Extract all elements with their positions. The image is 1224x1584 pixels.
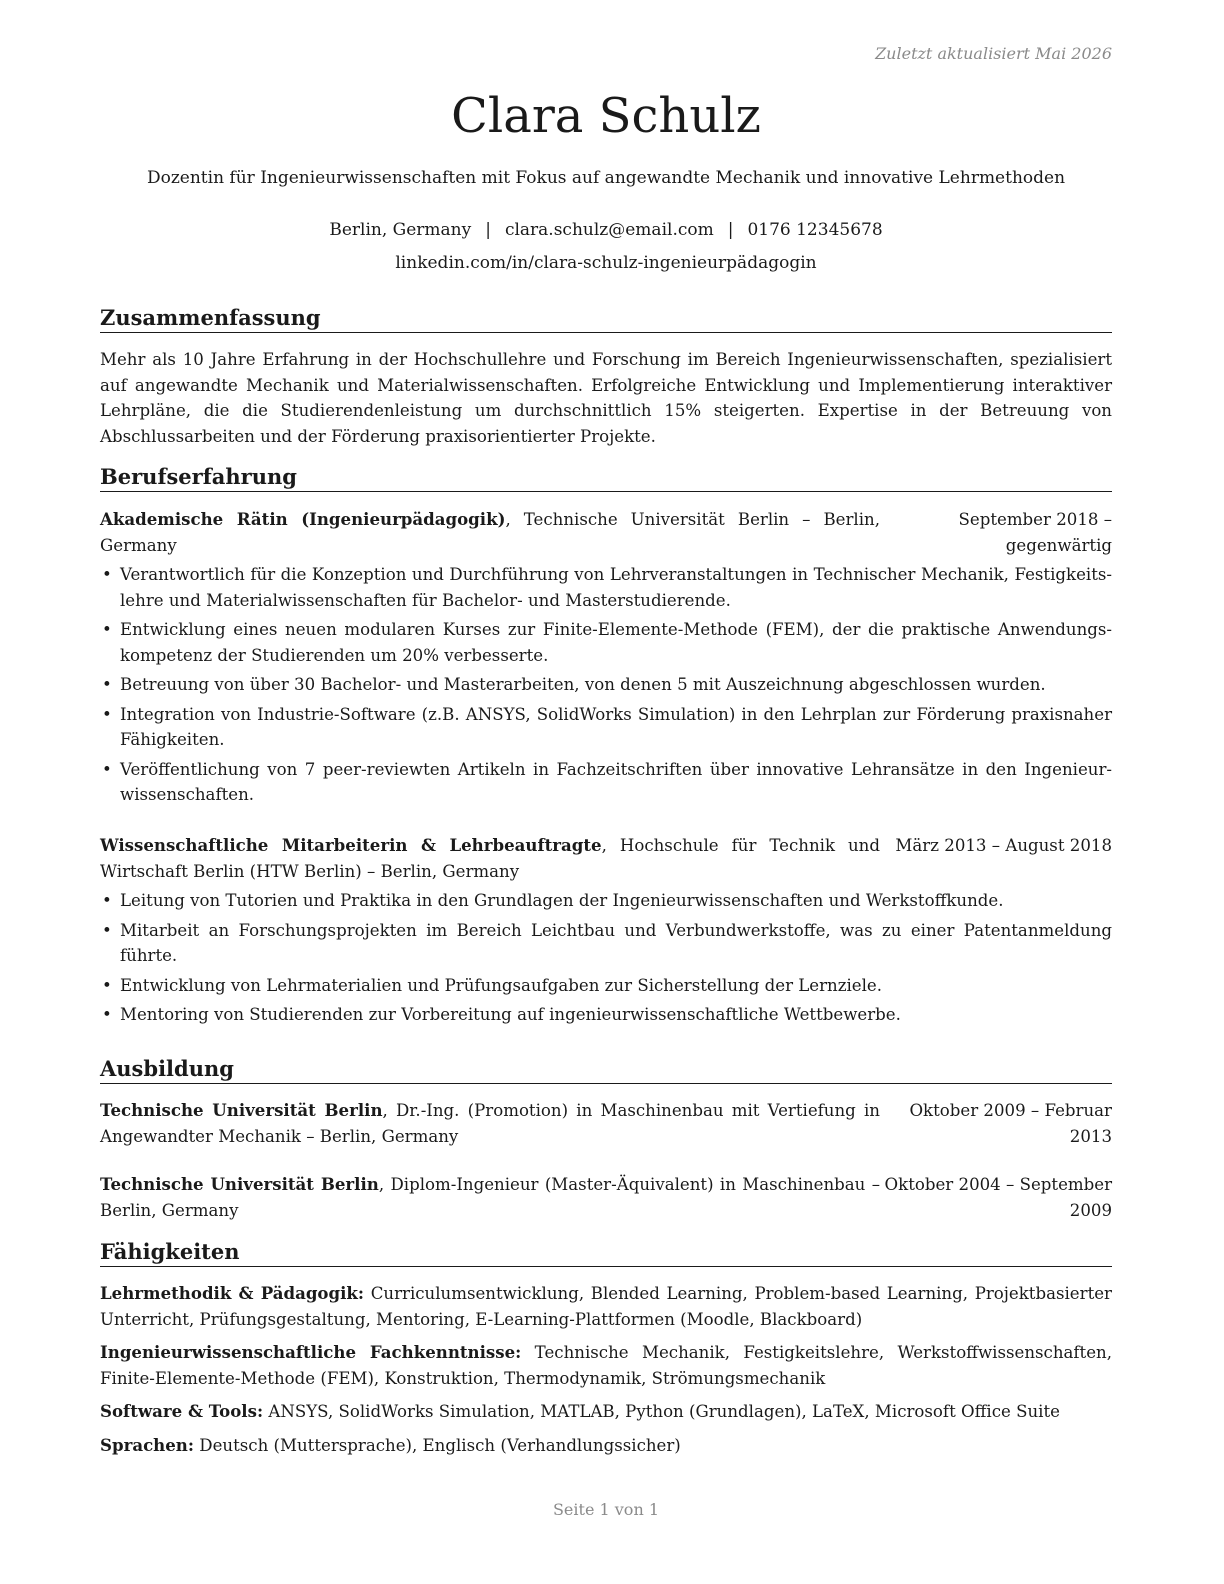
- contact-linkedin[interactable]: linkedin.com/in/clara-schulz-ingenieurpädagogin: [395, 253, 817, 273]
- skill-label: Ingenieurwissenschaftliche Fachkenntnisse:: [100, 1342, 522, 1362]
- list-item-text: Mentoring von Studierenden zur Vorbereitung auf ingenieurwissenschaftliche Wettbewerbe.: [120, 1005, 901, 1024]
- skill-row: [100, 1340, 1112, 1391]
- list-item-text: Entwicklung eines neuen modularen Kurses zur Finite-Elemente-Methode (FEM), der die praktische Anwendungskompetenz der Studierenden um 20% verbesserte.: [120, 620, 1112, 665]
- bullet-icon: •: [102, 675, 112, 694]
- list-item-text: Entwicklung von Lehrmaterialien und Prüfungsaufgaben zur Sicherstellung der Lernziele.: [120, 975, 882, 995]
- skill-row: [100, 1433, 1112, 1459]
- skill-label: Software & Tools:: [100, 1401, 264, 1421]
- contact-separator: |: [727, 220, 734, 240]
- candidate-tagline: Dozentin für Ingenieurwissenschaften mit Fokus auf angewandte Mechanik und innovative Lehrmethoden: [146, 168, 1066, 188]
- skill-row: [100, 1281, 1112, 1332]
- list-item-text: Integration von Industrie-Software (z.B. ANSYS, SolidWorks Simulation) in den Lehrplan zur Förderung praxisnaher Fähigkeiten.: [120, 704, 1112, 749]
- bullet-icon: •: [102, 620, 112, 639]
- section-heading-summary: Zusammenfassung: [100, 305, 1112, 333]
- education-entry: [100, 1172, 1112, 1224]
- education-degree: , Diplom-Ingenieur (Master-Äquivalent) in Maschinenbau – Berlin, Germany: [100, 1175, 880, 1220]
- list-item: [100, 562, 1112, 613]
- education-school: Technische Universität Berlin: [100, 1174, 379, 1194]
- list-item-text: Veröffentlichung von 7 peer-reviewten Artikeln in Fachzeitschriften über innovative Lehransätze in den Ingenieurwissenschaften.: [120, 759, 1112, 804]
- list-item: [100, 888, 1112, 914]
- job-title: Wissenschaftliche Mitarbeiterin & Lehrbeauftragte: [100, 835, 602, 855]
- job-bullet-list: [100, 888, 1112, 1032]
- skill-label: Lehrmethodik & Pädagogik:: [100, 1283, 365, 1303]
- list-item: [100, 617, 1112, 668]
- list-item: [100, 1002, 1112, 1028]
- list-item-text: Leitung von Tutorien und Praktika in den Grundlagen der Ingenieurwissenschaften und Werkstoffkunde.: [120, 891, 1004, 910]
- bullet-icon: •: [102, 975, 112, 995]
- list-item: [100, 702, 1112, 753]
- contact-phone[interactable]: 0176 12345678: [747, 220, 883, 240]
- contact-line: [100, 220, 1112, 240]
- job-bullet-list: [100, 562, 1112, 812]
- education-school: Technische Universität Berlin: [100, 1100, 383, 1120]
- last-updated-note: Zuletzt aktualisiert Mai 2026: [875, 44, 1112, 63]
- skill-row: [100, 1399, 1112, 1425]
- list-item: [100, 973, 1112, 999]
- job-header: [100, 507, 1112, 559]
- section-heading-skills: Fähigkeiten: [100, 1239, 1112, 1267]
- job-org: , Technische Universität Berlin – Berlin, Germany: [100, 510, 881, 555]
- job-org: , Hochschule für Technik und Wirtschaft Berlin (HTW Berlin) – Berlin, Germany: [100, 836, 880, 881]
- education-dates: Oktober 2009 – Februar 2013: [909, 1101, 1112, 1146]
- bullet-icon: •: [102, 565, 112, 584]
- skill-label: Sprachen:: [100, 1435, 194, 1455]
- bullet-icon: •: [102, 891, 112, 910]
- list-item: [100, 757, 1112, 808]
- education-degree-line: [100, 1098, 880, 1149]
- education-dates: Oktober 2004 – September 2009: [884, 1175, 1112, 1220]
- job-dates: März 2013 – August 2018: [895, 836, 1112, 855]
- education-degree-line: [100, 1172, 880, 1223]
- page-number-footer: Seite 1 von 1: [552, 1500, 660, 1519]
- job-title-line: [100, 833, 880, 884]
- job-dates: September 2018 – gegenwärtig: [958, 510, 1112, 555]
- bullet-icon: •: [102, 1005, 112, 1024]
- job-title-line: [100, 507, 880, 558]
- summary-text: Mehr als 10 Jahre Erfahrung in der Hochschullehre und Forschung im Bereich Ingenieurwissenschaften, spezialisiert auf angewandte Mechanik und Materialwissenschaften. Erfolgreiche Entwicklung und Implementierung interaktiver Lehrpläne, die die Studierendenleistung um durchschnittlich 15% steigerten. Expertise in der Betreuung von Abschlussarbeiten und der Förderung praxisorientierter Projekte.: [100, 350, 1112, 446]
- skill-text: Deutsch (Muttersprache), Englisch (Verhandlungssicher): [194, 1436, 681, 1455]
- bullet-icon: •: [102, 920, 112, 940]
- job-title: Akademische Rätin (Ingenieurpädagogik): [100, 509, 506, 529]
- skill-text: ANSYS, SolidWorks Simulation, MATLAB, Python (Grundlagen), LaTeX, Microsoft Office Suite: [263, 1402, 1060, 1421]
- section-heading-experience: Berufserfahrung: [100, 464, 1112, 492]
- list-item: [100, 918, 1112, 969]
- list-item-text: Betreuung von über 30 Bachelor- und Masterarbeiten, von denen 5 mit Auszeichnung abgeschlossen wurden.: [120, 675, 1046, 694]
- list-item: [100, 672, 1112, 698]
- section-heading-education: Ausbildung: [100, 1056, 1112, 1084]
- skill-text: Curriculumsentwicklung, Blended Learning, Problem-based Learning, Projektbasierter Unterricht, Prüfungsgestaltung, Mentoring, E-Learning-Plattformen (Moodle, Blackboard): [100, 1284, 1112, 1329]
- contact-location: Berlin, Germany: [329, 220, 472, 240]
- resume-page: [100, 0, 1112, 1584]
- candidate-name: Clara Schulz: [451, 88, 761, 144]
- list-item-text: Mitarbeit an Forschungsprojekten im Bereich Leichtbau und Verbundwerkstoffe, was zu einer Patentanmeldung führte.: [120, 920, 1112, 965]
- skill-text: Technische Mechanik, Festigkeitslehre, Werkstoffwissenschaften, Finite-Elemente-Methode (FEM), Konstruktion, Thermodynamik, Strömungsmechanik: [100, 1343, 1113, 1388]
- contact-email[interactable]: clara.schulz@email.com: [504, 220, 714, 240]
- bullet-icon: •: [102, 759, 112, 779]
- education-entry: [100, 1098, 1112, 1150]
- list-item-text: Verantwortlich für die Konzeption und Durchführung von Lehrveranstaltungen in Technischer Mechanik, Festigkeitslehre und Materialwissenschaften für Bachelor- und Masterstudierende.: [120, 565, 1112, 610]
- bullet-icon: •: [102, 704, 112, 724]
- job-header: [100, 833, 1112, 885]
- education-degree: , Dr.-Ing. (Promotion) in Maschinenbau mit Vertiefung in Angewandter Mechanik – Berlin, Germany: [100, 1101, 880, 1146]
- contact-separator: |: [485, 220, 491, 240]
